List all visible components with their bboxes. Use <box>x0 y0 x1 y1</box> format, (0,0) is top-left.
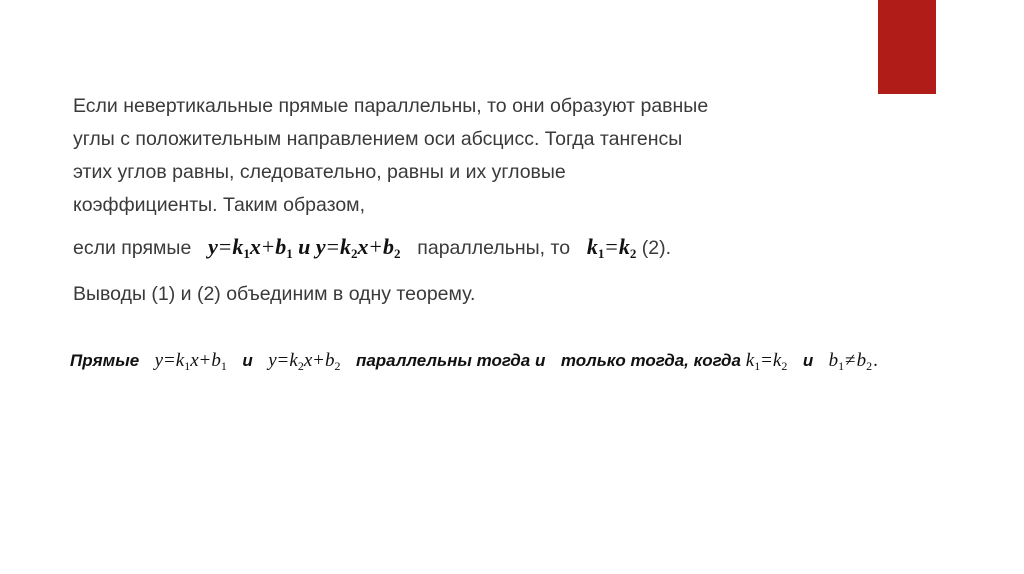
paragraph-line: коэффициенты. Таким образом, <box>73 194 365 216</box>
theorem-intercept-inequality: $b_1\ne b_2$. <box>828 350 878 373</box>
statement-lead: если прямые <box>73 237 192 259</box>
parallel-statement <box>73 230 671 265</box>
intro-paragraph <box>73 90 873 222</box>
theorem-equation-1: $y=k_1x+b_1$ <box>154 350 227 373</box>
accent-bar <box>878 0 936 94</box>
slope-equality: $k_1=k_2$ <box>586 234 637 261</box>
equation-ref: (2). <box>641 237 671 259</box>
theorem-conj2: и <box>802 351 814 370</box>
statement-mid: параллельны, то <box>417 237 571 259</box>
theorem-conj: и <box>242 351 253 370</box>
theorem-slope-equality: $k_1=k_2$ <box>745 350 788 373</box>
theorem-mid2: только тогда, когда <box>560 351 742 370</box>
paragraph-line: углы с положительным направлением оси абсцисс. Тогда тангенсы <box>73 128 683 150</box>
conclusion-text: Выводы (1) и (2) объединим в одну теорему. <box>73 283 476 305</box>
theorem-mid: параллельны тогда и <box>355 351 546 370</box>
line-equation-1: $y=k_1x+b_1$ <box>208 234 293 261</box>
line-equation-2: $y=k_2x+b_2$ <box>315 234 401 261</box>
paragraph-line: этих углов равны, следовательно, равны и их угловые <box>73 161 566 183</box>
theorem-lead: Прямые <box>70 351 140 370</box>
conjunction: и <box>298 234 311 259</box>
paragraph-line: Если невертикальные прямые параллельны, то они образуют равные <box>73 95 709 117</box>
theorem-equation-2: $y=k_2x+b_2$ <box>268 350 341 373</box>
theorem-statement <box>70 346 879 376</box>
